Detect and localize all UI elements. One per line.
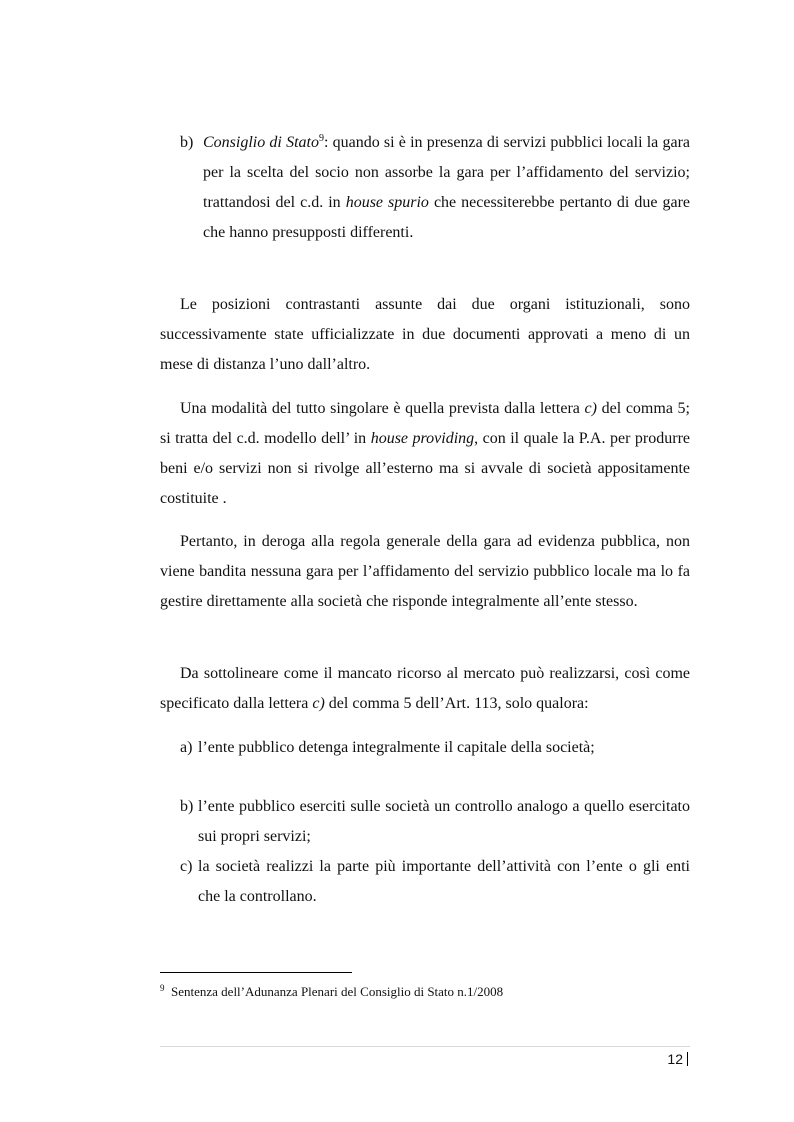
- page-number-bar: [687, 1052, 688, 1066]
- italic-term: Consiglio di Stato: [203, 134, 319, 151]
- footnote-reference: 9: [318, 133, 324, 144]
- condition-item-b: [180, 792, 690, 852]
- condition-item-a: [180, 733, 690, 763]
- paragraph-posizioni: Le posizioni contrastanti assunte dai due organi istituzionali, sono successivamente state ufficializzate in due documenti approvati a meno di un mese di distanza l’uno dall’altro.: [160, 296, 690, 373]
- condition-text: l’ente pubblico eserciti sulle società un controllo analogo a quello esercitato sui propri servizi;: [198, 798, 690, 845]
- list-item-consiglio-di-stato: [180, 128, 690, 248]
- paragraph-pertanto: Pertanto, in deroga alla regola generale della gara ad evidenza pubblica, non viene bandita nessuna gara per l’affidamento del servizio pubblico locale ma lo fa gestire direttamente alla società che risponde integralmente all’ente stesso.: [160, 533, 690, 610]
- footnote-separator: [160, 972, 352, 973]
- list-marker: c): [180, 858, 193, 875]
- list-marker: b): [180, 798, 194, 815]
- italic-term: c): [312, 695, 325, 712]
- page-number: [667, 1049, 688, 1069]
- paragraph-modalita: Una modalità del tutto singolare è quella prevista dalla lettera c) del comma 5; si tratta del c.d. modello dell’ in house providing, con il quale la P.A. per produrre beni e/o servizi non si rivolge all’esterno ma si avvale di società appositamente costituite .: [160, 400, 691, 507]
- condition-text: l’ente pubblico detenga integralmente il capitale della società;: [198, 739, 595, 756]
- condition-item-c: [180, 852, 690, 912]
- italic-term: house spurio: [345, 194, 429, 211]
- list-marker: a): [180, 739, 193, 756]
- footer-divider: [160, 1046, 690, 1047]
- footnote-number: 9: [160, 983, 165, 993]
- italic-term: house providing: [370, 430, 475, 447]
- condition-text: la società realizzi la parte più importante dell’attività con l’ente o gli enti che la controllano.: [198, 858, 690, 905]
- page-number-value: 12: [667, 1051, 683, 1067]
- footnote-text: Sentenza dell’Adunanza Plenari del Consiglio di Stato n.1/2008: [171, 984, 504, 999]
- list-marker: b): [180, 134, 194, 151]
- footnote: [160, 983, 690, 1001]
- italic-term: c): [584, 400, 597, 417]
- paragraph-sottolineare: Da sottolineare come il mancato ricorso al mercato può realizzarsi, così come specificato dalla lettera c) del comma 5 dell’Art. 113, solo qualora:: [160, 665, 690, 712]
- list-item-body: Consiglio di Stato$^9$: quando si è in presenza di servizi pubblici locali la gara per la scelta del socio non assorbe la gara per l’affidamento del servizio; trattandosi del c.d. in house spurio che necessiterebbe pertanto di due gare che hanno presupposti differenti.: [203, 133, 690, 241]
